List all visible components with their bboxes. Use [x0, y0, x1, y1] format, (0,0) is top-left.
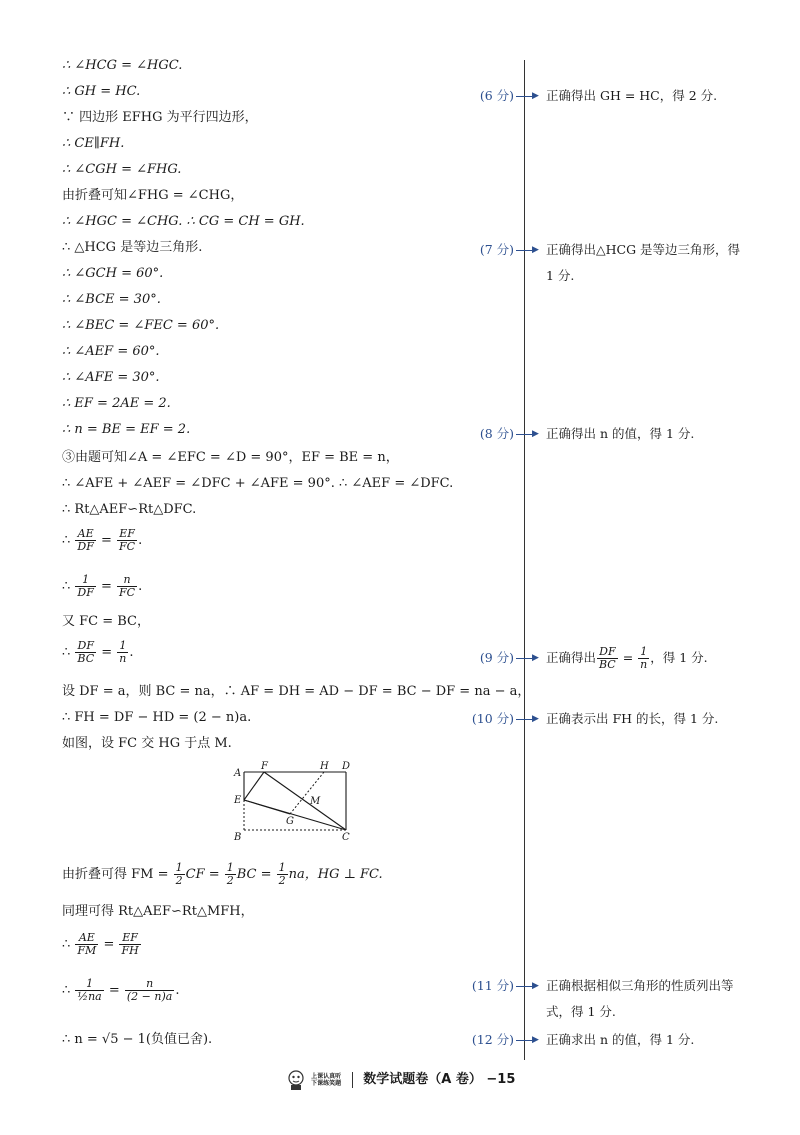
mascot-logo-icon [285, 1069, 307, 1091]
footer-divider [352, 1072, 353, 1088]
fraction-suffix: . [138, 533, 143, 548]
numerator: AE [75, 528, 95, 541]
solution-line: ∴ ∠HCG = ∠HGC. [62, 58, 183, 73]
score-connector [516, 986, 532, 987]
numerator: n [125, 978, 174, 991]
denominator: DF [77, 586, 94, 599]
denominator: n [640, 658, 648, 671]
numerator: EF [117, 528, 137, 541]
solution-line: ∴ ∠AFE = 30°. [62, 370, 160, 385]
score-12: (12 分) [471, 1032, 514, 1047]
label-c: C [342, 832, 350, 843]
solution-line: ∴ ∠CGH = ∠FHG. [62, 162, 182, 177]
fraction-prefix: ∴ [62, 579, 75, 594]
note-9-prefix: 正确得出 [546, 650, 597, 665]
fraction [75, 978, 103, 1003]
label-g: G [286, 816, 294, 827]
fraction [75, 932, 98, 957]
fraction-line [62, 528, 142, 553]
fraction [75, 640, 96, 665]
equals: = [618, 650, 638, 665]
label-f: F [261, 761, 268, 772]
note-6: 正确得出 GH = HC，得 2 分. [546, 88, 718, 103]
score-connector [516, 96, 532, 97]
numerator: 1 [175, 861, 183, 874]
logo-line1: 上课认真听 [311, 1072, 342, 1080]
solution-line: ∴ n = BE = EF = 2. [62, 422, 191, 437]
fm-part2: BC = [236, 867, 276, 882]
solution-line: 如图，设 FC 交 HG 于点 M. [62, 736, 232, 751]
numerator: 1 [278, 861, 286, 874]
solution-line: 设 DF = a，则 BC = na，∴ AF = DH = AD − DF = BC − DF = na − a， [62, 684, 531, 699]
fraction [597, 646, 618, 671]
solution-line: 由折叠可知∠FHG = ∠CHG， [62, 188, 244, 203]
arrow-icon: ▶ [532, 91, 539, 101]
equals: = [99, 937, 119, 952]
label-e: E [234, 795, 242, 806]
denominator: 2 [226, 874, 234, 887]
score-7: (7 分) [479, 242, 514, 257]
numerator: n [117, 574, 137, 587]
segment-fc [264, 772, 346, 830]
footer-title: 数学试题卷（A 卷） [363, 1072, 482, 1087]
solution-line: ∴ n = √5 − 1(负值已舍). [62, 1032, 213, 1047]
label-b: B [234, 832, 242, 843]
arrow-icon: ▶ [532, 714, 539, 724]
numerator: EF [119, 932, 140, 945]
logo-line2: 下课练笑题 [311, 1079, 342, 1087]
solution-line: ∴ FH = DF − HD = (2 − n)a. [62, 710, 252, 725]
fm-line [62, 862, 383, 887]
margin-rule [524, 60, 525, 1060]
solution-line: ∴ ∠BEC = ∠FEC = 60°. [62, 318, 220, 333]
denominator: BC [77, 652, 95, 665]
solution-line: ∴ ∠GCH = 60°. [62, 266, 164, 281]
solution-line: ∴ △HCG 是等边三角形. [62, 240, 203, 255]
solution-line: ∴ Rt△AEF∽Rt△DFC. [62, 502, 197, 517]
numerator: AE [75, 932, 98, 945]
fraction-line [62, 978, 179, 1003]
fraction [638, 646, 649, 671]
fraction-suffix: . [129, 645, 134, 660]
note-11: 正确根据相似三角形的性质列出等式，得 1 分. [546, 978, 734, 1019]
fraction [117, 640, 128, 665]
fraction-prefix: ∴ [62, 645, 75, 660]
fraction-half [225, 862, 236, 887]
fraction [75, 574, 95, 599]
geometry-figure [228, 760, 358, 846]
numerator: DF [75, 640, 96, 653]
fraction-prefix: ∴ [62, 533, 75, 548]
score-6: (6 分) [479, 88, 514, 103]
equals: = [96, 579, 117, 594]
solution-line: ∴ ∠BCE = 30°. [62, 292, 161, 307]
solution-line: ∵ 四边形 EFHG 为平行四边形， [62, 110, 258, 125]
fraction-suffix: . [175, 983, 180, 998]
solution-line: 同理可得 Rt△AEF∽Rt△MFH， [62, 904, 254, 919]
solution-line: ∴ ∠HGC = ∠CHG. ∴ CG = CH = GH. [62, 214, 305, 229]
note-7: 正确得出△HCG 是等边三角形，得 1 分. [546, 242, 741, 283]
denominator: DF [77, 540, 94, 553]
fraction-suffix: . [138, 579, 143, 594]
label-d: D [342, 761, 351, 772]
label-h: H [320, 761, 329, 772]
solution-line: ∴ EF = 2AE = 2. [62, 396, 171, 411]
note-9 [546, 645, 751, 671]
equals: = [96, 533, 117, 548]
fm-prefix: 由折叠可得 FM = [62, 867, 173, 882]
numerator: DF [597, 646, 618, 659]
fraction-prefix: ∴ [62, 983, 75, 998]
denominator: 2 [175, 874, 183, 887]
page-number: −15 [486, 1072, 516, 1087]
note-10: 正确表示出 FH 的长，得 1 分. [546, 711, 719, 726]
label-a: A [234, 768, 242, 779]
denominator: BC [599, 658, 616, 671]
denominator: FC [119, 540, 136, 553]
numerator: 1 [75, 978, 103, 991]
score-connector [516, 658, 532, 659]
arrow-icon: ▶ [532, 653, 539, 663]
solution-line: ③由题可知∠A = ∠EFC = ∠D = 90°，EF = BE = n， [62, 450, 399, 465]
segment-gh-dashed [290, 772, 324, 814]
equals: = [97, 645, 117, 660]
fraction-line [62, 640, 134, 665]
solution-line: ∴ ∠AEF = 60°. [62, 344, 160, 359]
page-footer [0, 1068, 800, 1091]
fraction-half [277, 862, 288, 887]
fm-part1: CF = [185, 867, 224, 882]
score-connector [516, 1040, 532, 1041]
score-10: (10 分) [471, 711, 514, 726]
note-8: 正确得出 n 的值，得 1 分. [546, 426, 695, 441]
fraction [119, 932, 140, 957]
fraction [117, 528, 137, 553]
numerator: 1 [117, 640, 128, 653]
fm-part3: na，HG ⊥ FC. [288, 867, 383, 882]
denominator: FH [121, 944, 139, 957]
score-8: (8 分) [479, 426, 514, 441]
score-connector [516, 434, 532, 435]
score-connector [516, 250, 532, 251]
solution-line: ∴ CE∥FH. [62, 136, 125, 151]
fraction [75, 528, 95, 553]
solution-line: ∴ ∠AFE + ∠AEF = ∠DFC + ∠AFE = 90°. ∴ ∠AEF = ∠DFC. [62, 476, 454, 491]
numerator: 1 [638, 646, 649, 659]
arrow-icon: ▶ [532, 245, 539, 255]
fraction-prefix: ∴ [62, 937, 75, 952]
note-12: 正确求出 n 的值，得 1 分. [546, 1032, 695, 1047]
score-11: (11 分) [471, 978, 514, 993]
fraction-line [62, 932, 142, 957]
logo-text [311, 1073, 341, 1087]
fraction-half [174, 862, 185, 887]
label-m: M [310, 796, 321, 807]
denominator: (2 − n)a [126, 990, 173, 1003]
fraction [125, 978, 174, 1003]
segment-eg [244, 800, 290, 814]
solution-line: ∴ GH = HC. [62, 84, 141, 99]
score-9: (9 分) [479, 650, 514, 665]
segment-ef [244, 772, 264, 800]
fraction-line [62, 574, 142, 599]
arrow-icon: ▶ [532, 1035, 539, 1045]
arrow-icon: ▶ [532, 429, 539, 439]
note-9-suffix: ，得 1 分. [650, 650, 708, 665]
fraction [117, 574, 137, 599]
denominator: ½na [77, 990, 102, 1003]
score-connector [516, 719, 532, 720]
denominator: FC [119, 586, 136, 599]
numerator: 1 [226, 861, 234, 874]
arrow-icon: ▶ [532, 981, 539, 991]
denominator: 2 [278, 874, 286, 887]
equals: = [104, 983, 124, 998]
numerator: 1 [75, 574, 95, 587]
denominator: n [119, 652, 127, 665]
solution-line: 又 FC = BC， [62, 614, 150, 629]
denominator: FM [77, 944, 97, 957]
